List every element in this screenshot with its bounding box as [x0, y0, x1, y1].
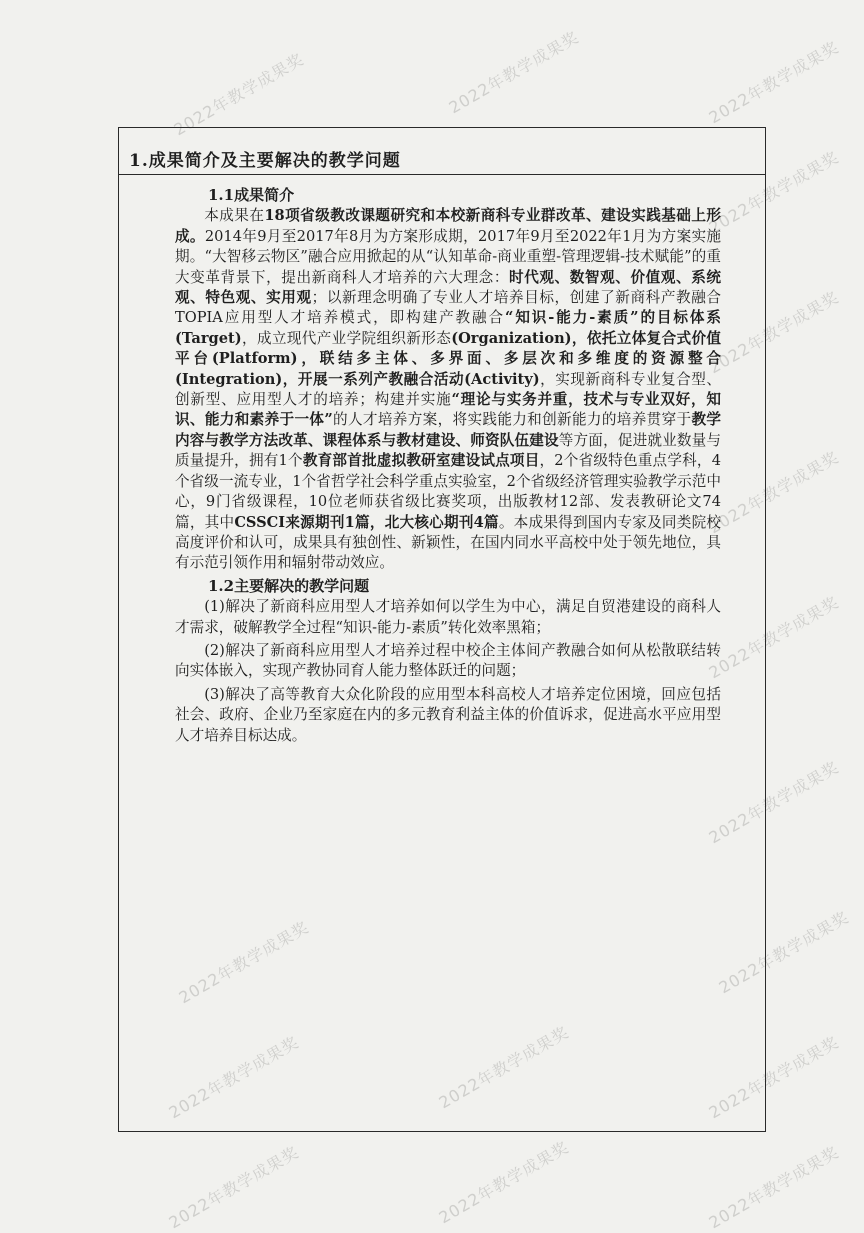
watermark: 2022年教学成果奖 — [165, 1032, 303, 1123]
watermark: 2022年教学成果奖 — [435, 1137, 573, 1228]
subsection-heading: 1.2主要解决的教学问题 — [208, 576, 370, 595]
text-run: 。本成果得到国内专家及同类院校高度评价和认可，成果具有独创性、新颖性，在国内同水平高校中处于领先地位，具有示范引领作用和辐射带动效应。 — [175, 513, 721, 572]
text-run: 2014年9月至2017年8月为方案形成期，2017年9月至2022年1月为方案实施期。“大智移云物区”融合应用掀起的从“认知革命-商业重塑-管理逻辑-技术赋能”的重大变革背景下，提出新商科人才培养的六大理念： — [175, 227, 721, 286]
text-run: 等方面，促进就业数量与质量提升，拥有1个 — [175, 431, 721, 470]
watermark: 2022年教学成果奖 — [435, 1022, 573, 1113]
watermark: 2022年教学成果奖 — [705, 147, 843, 238]
problem-item: (1)解决了新商科应用型人才培养如何以学生为中心，满足自贸港建设的商科人才需求，破解教学全过程“知识-能力-素质”转化效率黑箱； — [175, 598, 721, 636]
watermark: 2022年教学成果奖 — [705, 447, 843, 538]
section-content — [119, 175, 765, 746]
text-run: ，2个省级特色重点学科，4个省级一流专业，1个省哲学社会科学重点实验室，2个省级经济管理实验教学示范中心，9门省级课程，10位老师获省级比赛奖项，出版教材12部、发表教研论文74篇，其中 — [175, 452, 721, 531]
text-run: ，实现新商科专业复合型、创新型、应用型人才的培养；构建并实施 — [175, 370, 721, 409]
subsection-heading: 1.1成果简介 — [208, 186, 295, 204]
watermark: 2022年教学成果奖 — [165, 1142, 303, 1233]
watermark: 2022年教学成果奖 — [705, 592, 843, 683]
watermark: 2022年教学成果奖 — [175, 917, 313, 1008]
text-run: ；以新理念明确了专业人才培养目标，创建了新商科产教融合 TOPIA应用型人才培养模式，即构建产教融合 — [175, 289, 721, 327]
watermark: 2022年教学成果奖 — [715, 907, 853, 998]
watermark: 2022年教学成果奖 — [705, 287, 843, 378]
bold-run: 教学内容与教学方法改革、课程体系与教材建设、师资队伍建设 — [175, 411, 721, 449]
watermark: 2022年教学成果奖 — [705, 757, 843, 848]
bold-run: 时代观、数智观、价值观、系统观、特色观、实用观 — [175, 268, 721, 307]
watermark: 2022年教学成果奖 — [170, 49, 308, 140]
bold-run: “知识-能力-素质”的目标体系(Target) — [175, 309, 721, 347]
summary-paragraph — [175, 206, 721, 573]
watermark: 2022年教学成果奖 — [445, 27, 583, 118]
bold-run: “理论与实务并重，技术与专业双好，知识、能力和素养于一体” — [175, 391, 721, 429]
bold-run: 教育部首批虚拟教研室建设试点项目 — [302, 452, 540, 470]
watermark: 2022年教学成果奖 — [705, 37, 843, 128]
problem-item: (2)解决了新商科应用型人才培养过程中校企主体间产教融合如何从松散联结转向实体嵌入，实现产教协同育人能力整体跃迁的问题； — [175, 641, 721, 680]
watermark: 2022年教学成果奖 — [705, 1032, 843, 1123]
form-frame — [118, 127, 766, 1132]
bold-run: CSSCI来源期刊1篇，北大核心期刊4篇 — [234, 513, 499, 531]
text-run: ，成立现代产业学院组织新形态 — [241, 329, 452, 347]
bold-run: 18项省级教改课题研究和本校新商科专业群改革、建设实践基础上形成。 — [175, 207, 721, 245]
watermark: 2022年教学成果奖 — [705, 1142, 843, 1233]
section-title: 1.成果简介及主要解决的教学问题 — [119, 128, 765, 175]
text-run: 本成果在 — [204, 207, 265, 225]
text-run: 的人才培养方案，将实践能力和创新能力的培养贯穿于 — [332, 411, 692, 429]
bold-run: (Organization)，依托立体复合式价值平台(Platform)，联结多主体、多界面、多层次和多维度的资源整合(Integration)，开展一系列产教融合活动(Activity) — [175, 329, 721, 388]
problem-item: (3)解决了高等教育大众化阶段的应用型本科高校人才培养定位困境，回应包括社会、政府、企业乃至家庭在内的多元教育利益主体的价值诉求，促进高水平应用型人才培养目标达成。 — [175, 685, 721, 744]
